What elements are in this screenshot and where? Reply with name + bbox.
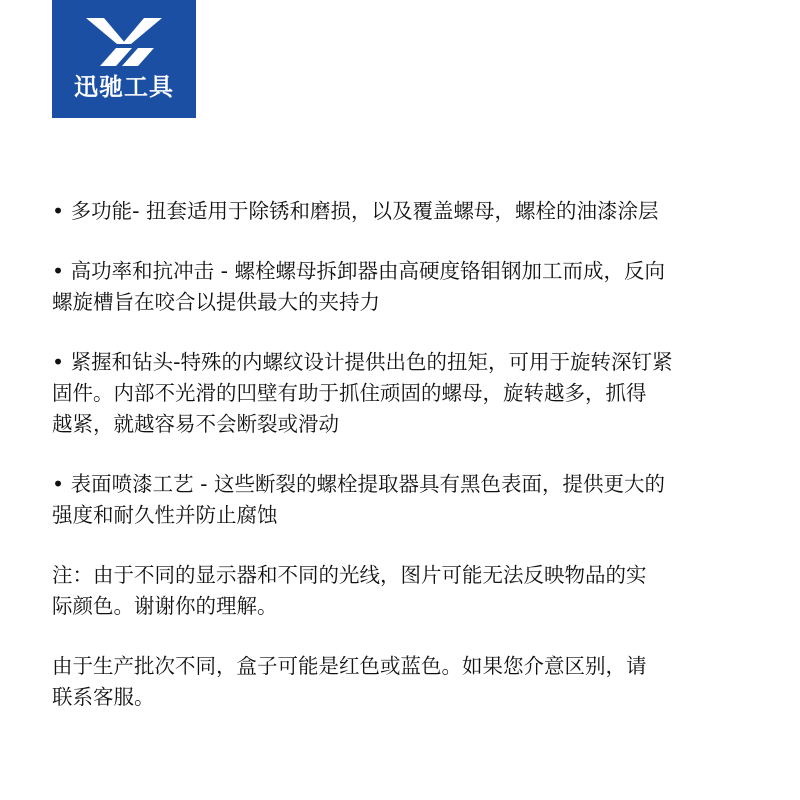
text-line: 固件。内部不光滑的凹壁有助于抓住顽固的螺母，旋转越多，抓得 [52,381,647,405]
text-line: 越紧，就越容易不会断裂或滑动 [52,412,339,436]
note-box-color [52,651,764,713]
product-description [52,196,764,742]
note-color-display [52,560,764,622]
brand-logo-icon [86,18,162,66]
text-line: 螺旋槽旨在咬合以提供最大的夹持力 [52,290,380,314]
text-line: • 多功能- 扭套适用于除锈和磨损，以及覆盖螺母，螺栓的油漆涂层 [52,199,659,223]
text-line: 际颜色。谢谢你的理解。 [52,594,278,618]
feature-grip [52,347,764,440]
text-line: 由于生产批次不同，盒子可能是红色或蓝色。如果您介意区别，请 [52,654,647,678]
brand-name: 迅驰工具 [74,73,174,101]
feature-surface-coating [52,469,764,531]
text-line: • 紧握和钻头-特殊的内螺纹设计提供出色的扭矩，可用于旋转深钉紧 [52,350,673,374]
brand-logo [52,0,196,118]
text-line: • 表面喷漆工艺 - 这些断裂的螺栓提取器具有黑色表面，提供更大的 [52,472,666,496]
text-line: • 高功率和抗冲击 - 螺栓螺母拆卸器由高硬度铬钼钢加工而成，反向 [52,259,666,283]
feature-multifunction [52,196,764,227]
text-line: 强度和耐久性并防止腐蚀 [52,503,278,527]
text-line: 联系客服。 [52,685,155,709]
text-line: 注：由于不同的显示器和不同的光线，图片可能无法反映物品的实 [52,563,647,587]
feature-high-power [52,256,764,318]
